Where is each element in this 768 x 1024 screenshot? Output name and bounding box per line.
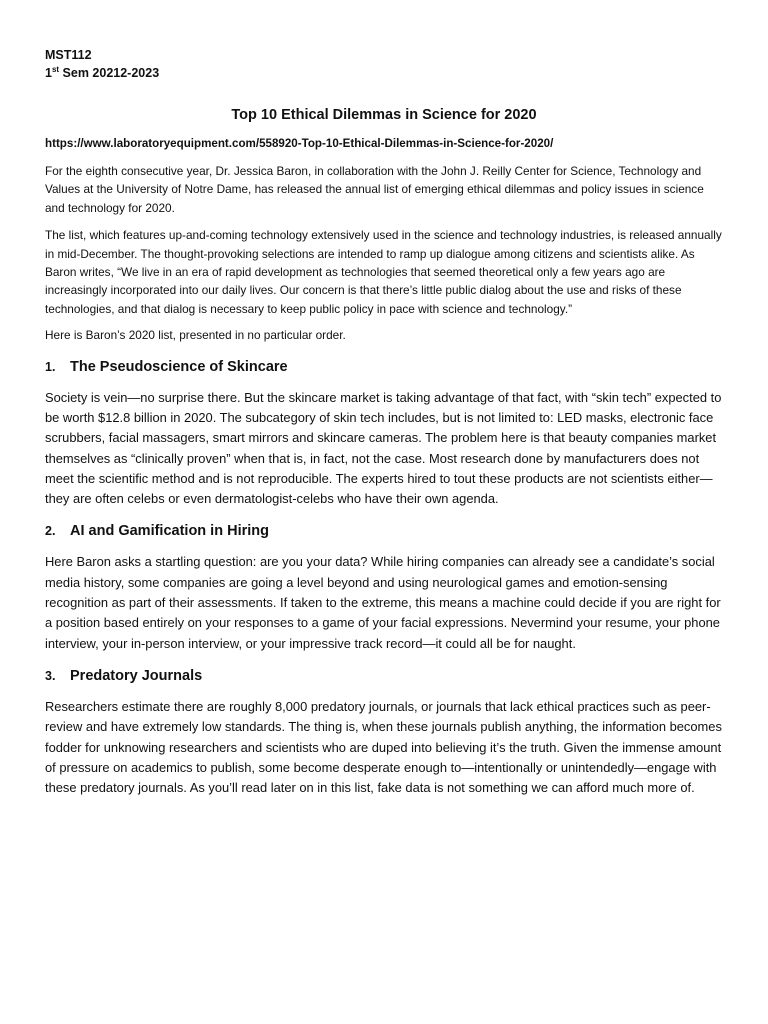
section-number: 1. — [45, 359, 56, 374]
section-title: AI and Gamification in Hiring — [70, 523, 269, 540]
section-title: The Pseudoscience of Skincare — [70, 358, 288, 375]
list-intro: Here is Baron’s 2020 list, presented in no particular order. — [45, 328, 346, 343]
source-url: https://www.laboratoryequipment.com/558920-Top-10-Ethical-Dilemmas-in-Science-for-2020/ — [45, 137, 554, 150]
section-number: 2. — [45, 524, 56, 539]
document-page — [45, 46, 723, 798]
course-code: MST112 — [45, 48, 92, 62]
section-heading — [45, 521, 723, 541]
section-3 — [45, 666, 723, 798]
intro-paragraph: For the eighth consecutive year, Dr. Jessica Baron, in collaboration with the John J. Reilly Center for Science, Technology and Values at the University of Notre Dame, has released the annual list of emerging ethical dilemmas and policy issues in science and technology for 2020. — [45, 164, 704, 215]
section-body: Here Baron asks a startling question: are you your data? While hiring companies can already see a candidate’s social media history, some companies are going a level beyond and using neurological games and emotion-sensing recognition as part of their assessments. If taken to the extreme, this means a machine could decide if you are right for a position based entirely on your responses to a game of your facial expressions. Nevermind your resume, your phone interview, your in-person interview, or your impressive track record—it could all be for naught. — [45, 554, 721, 651]
section-heading — [45, 666, 723, 686]
section-2 — [45, 521, 723, 653]
semester-number: 1 — [45, 66, 52, 80]
section-body: Society is vein—no surprise there. But the skincare market is taking advantage of that fact, with “skin tech” expected to be worth $12.8 billion in 2020. The subcategory of skin tech includes, but is not limited to: LED masks, electronic face scrubbers, facial massagers, smart mirrors and skincare cameras. The problem here is that beauty companies market themselves as “clinically proven” when that is, in fact, not the case. Most research done by manufacturers does not meet the scientific method and is not reproducible. The experts hired to tout these products are not scientists either—they are often celebs or even dermatologist-celebs who have their own agenda. — [45, 389, 722, 507]
section-number: 3. — [45, 668, 56, 683]
section-body: Researchers estimate there are roughly 8,000 predatory journals, or journals that lack ethical practices such as peer-review and have extremely low standards. The thing is, when these journals publish anything, the information becomes fodder for unknowing researchers and scientists who are duped into believing it’s the truth. Given the immense amount of pressure on academics to publish, some become desperate enough to—intentionally or unintendedly—engage with these predatory journals. As you’ll read later on in this list, fake data is not something we can afford much more of. — [45, 698, 722, 796]
semester-line — [45, 64, 723, 82]
document-title: Top 10 Ethical Dilemmas in Science for 2020 — [231, 107, 537, 123]
section-heading — [45, 357, 723, 377]
section-1 — [45, 357, 723, 510]
section-title: Predatory Journals — [70, 667, 203, 684]
intro-paragraph: The list, which features up-and-coming technology extensively used in the science and technology industries, is released annually in mid-December. The thought-provoking selections are intended to ramp up dialogue among citizens and scientists alike. As Baron writes, “We live in an era of rapid development as technologies that seemed theoretical only a few years ago are increasingly incorporated into our daily lives. Our concern is that there’s little public dialog about the use and risks of these technologies, and that dialog is necessary to keep public policy in pace with science and technology.” — [45, 228, 722, 316]
semester-text: Sem 20212-2023 — [59, 66, 160, 80]
semester-suffix: st — [51, 64, 60, 74]
